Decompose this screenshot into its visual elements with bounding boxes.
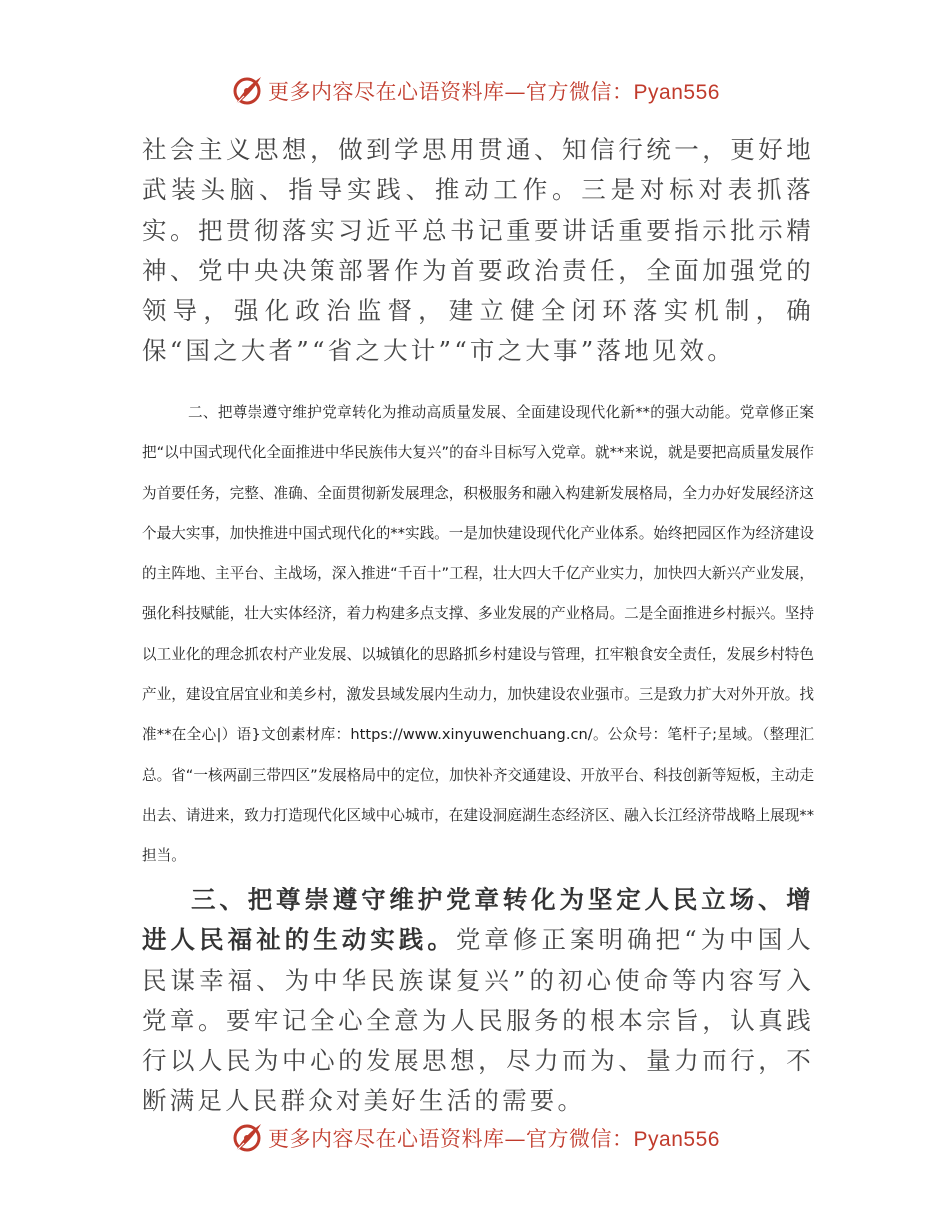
footer-banner <box>0 1113 950 1163</box>
banner-suffix: 官方微信： <box>526 1127 634 1151</box>
banner-prefix: 更多内容尽在心语资料库 <box>268 1127 505 1151</box>
quill-pen-logo-icon <box>230 1121 264 1155</box>
banner-prefix: 更多内容尽在心语资料库 <box>268 80 505 104</box>
banner-dash: — <box>504 1127 527 1151</box>
banner-account: Pyan556 <box>633 1128 720 1151</box>
banner-dash: — <box>504 80 527 104</box>
paragraph-2: 二、把尊崇遵守维护党章转化为推动高质量发展、全面建设现代化新**的强大动能。党章修正案把“以中国式现代化全面推进中华民族伟大复兴”的奋斗目标写入党章。就**来说，就是要把高质量发展作为首要任务，完整、准确、全面贯彻新发展理念，积极服务和融入构建新发展格局，全力办好发展经济这个最大实事，加快推进中国式现代化的**实践。一是加快建设现代化产业体系。始终把园区作为经济建设的主阵地、主平台、主战场，深入推进“千百十”工程，壮大四大千亿产业实力，加快四大新兴产业发展，强化科技赋能，壮大实体经济，着力构建多点支撑、多业发展的产业格局。二是全面推进乡村振兴。坚持以工业化的理念抓农村产业发展、以城镇化的思路抓乡村建设与管理，扛牢粮食安全责任，发展乡村特色产业，建设宜居宜业和美乡村，激发县域发展内生动力，加快建设农业强市。三是致力扩大对外开放。找准**在全心|）语}文创素材库：https://www.xinyuwenchuang.cn/。公众号：笔杆子;星域。（整理汇总。省“一核两副三带四区”发展格局中的定位，加快补齐交通建设、开放平台、科技创新等短板，主动走出去、请进来，致力打造现代化区域中心城市，在建设洞庭湖生态经济区、融入长江经济带战略上展现**担当。 <box>142 404 814 865</box>
paragraph-1: 社会主义思想，做到学思用贯通、知信行统一，更好地武装头脑、指导实践、推动工作。三是对标对表抓落实。把贯彻落实习近平总书记重要讲话重要指示批示精神、党中央决策部署作为首要政治责任，全面加强党的领导，强化政治监督，建立健全闭环落实机制，确保“国之大者”“省之大计”“市之大事”落地见效。 <box>142 135 814 366</box>
header-banner <box>0 66 950 116</box>
banner-suffix: 官方微信： <box>526 80 634 104</box>
paragraph-3-lead: 三、把尊崇遵守维护党章转化为坚定人民立场、增进人民福祉的生动实践。 <box>142 885 814 955</box>
paragraph-3 <box>142 880 814 1122</box>
banner-text <box>268 1123 720 1153</box>
paragraph-3-body: 党章修正案明确把“为中国人民谋幸福、为中华民族谋复兴”的初心使命等内容写入党章。要牢记全心全意为人民服务的根本宗旨，认真践行以人民为中心的发展思想，尽力而为、量力而行，不断满足人民群众对美好生活的需要。 <box>142 925 815 1116</box>
quill-pen-logo-icon <box>230 74 264 108</box>
banner-text <box>268 76 720 106</box>
banner-account: Pyan556 <box>633 81 720 104</box>
